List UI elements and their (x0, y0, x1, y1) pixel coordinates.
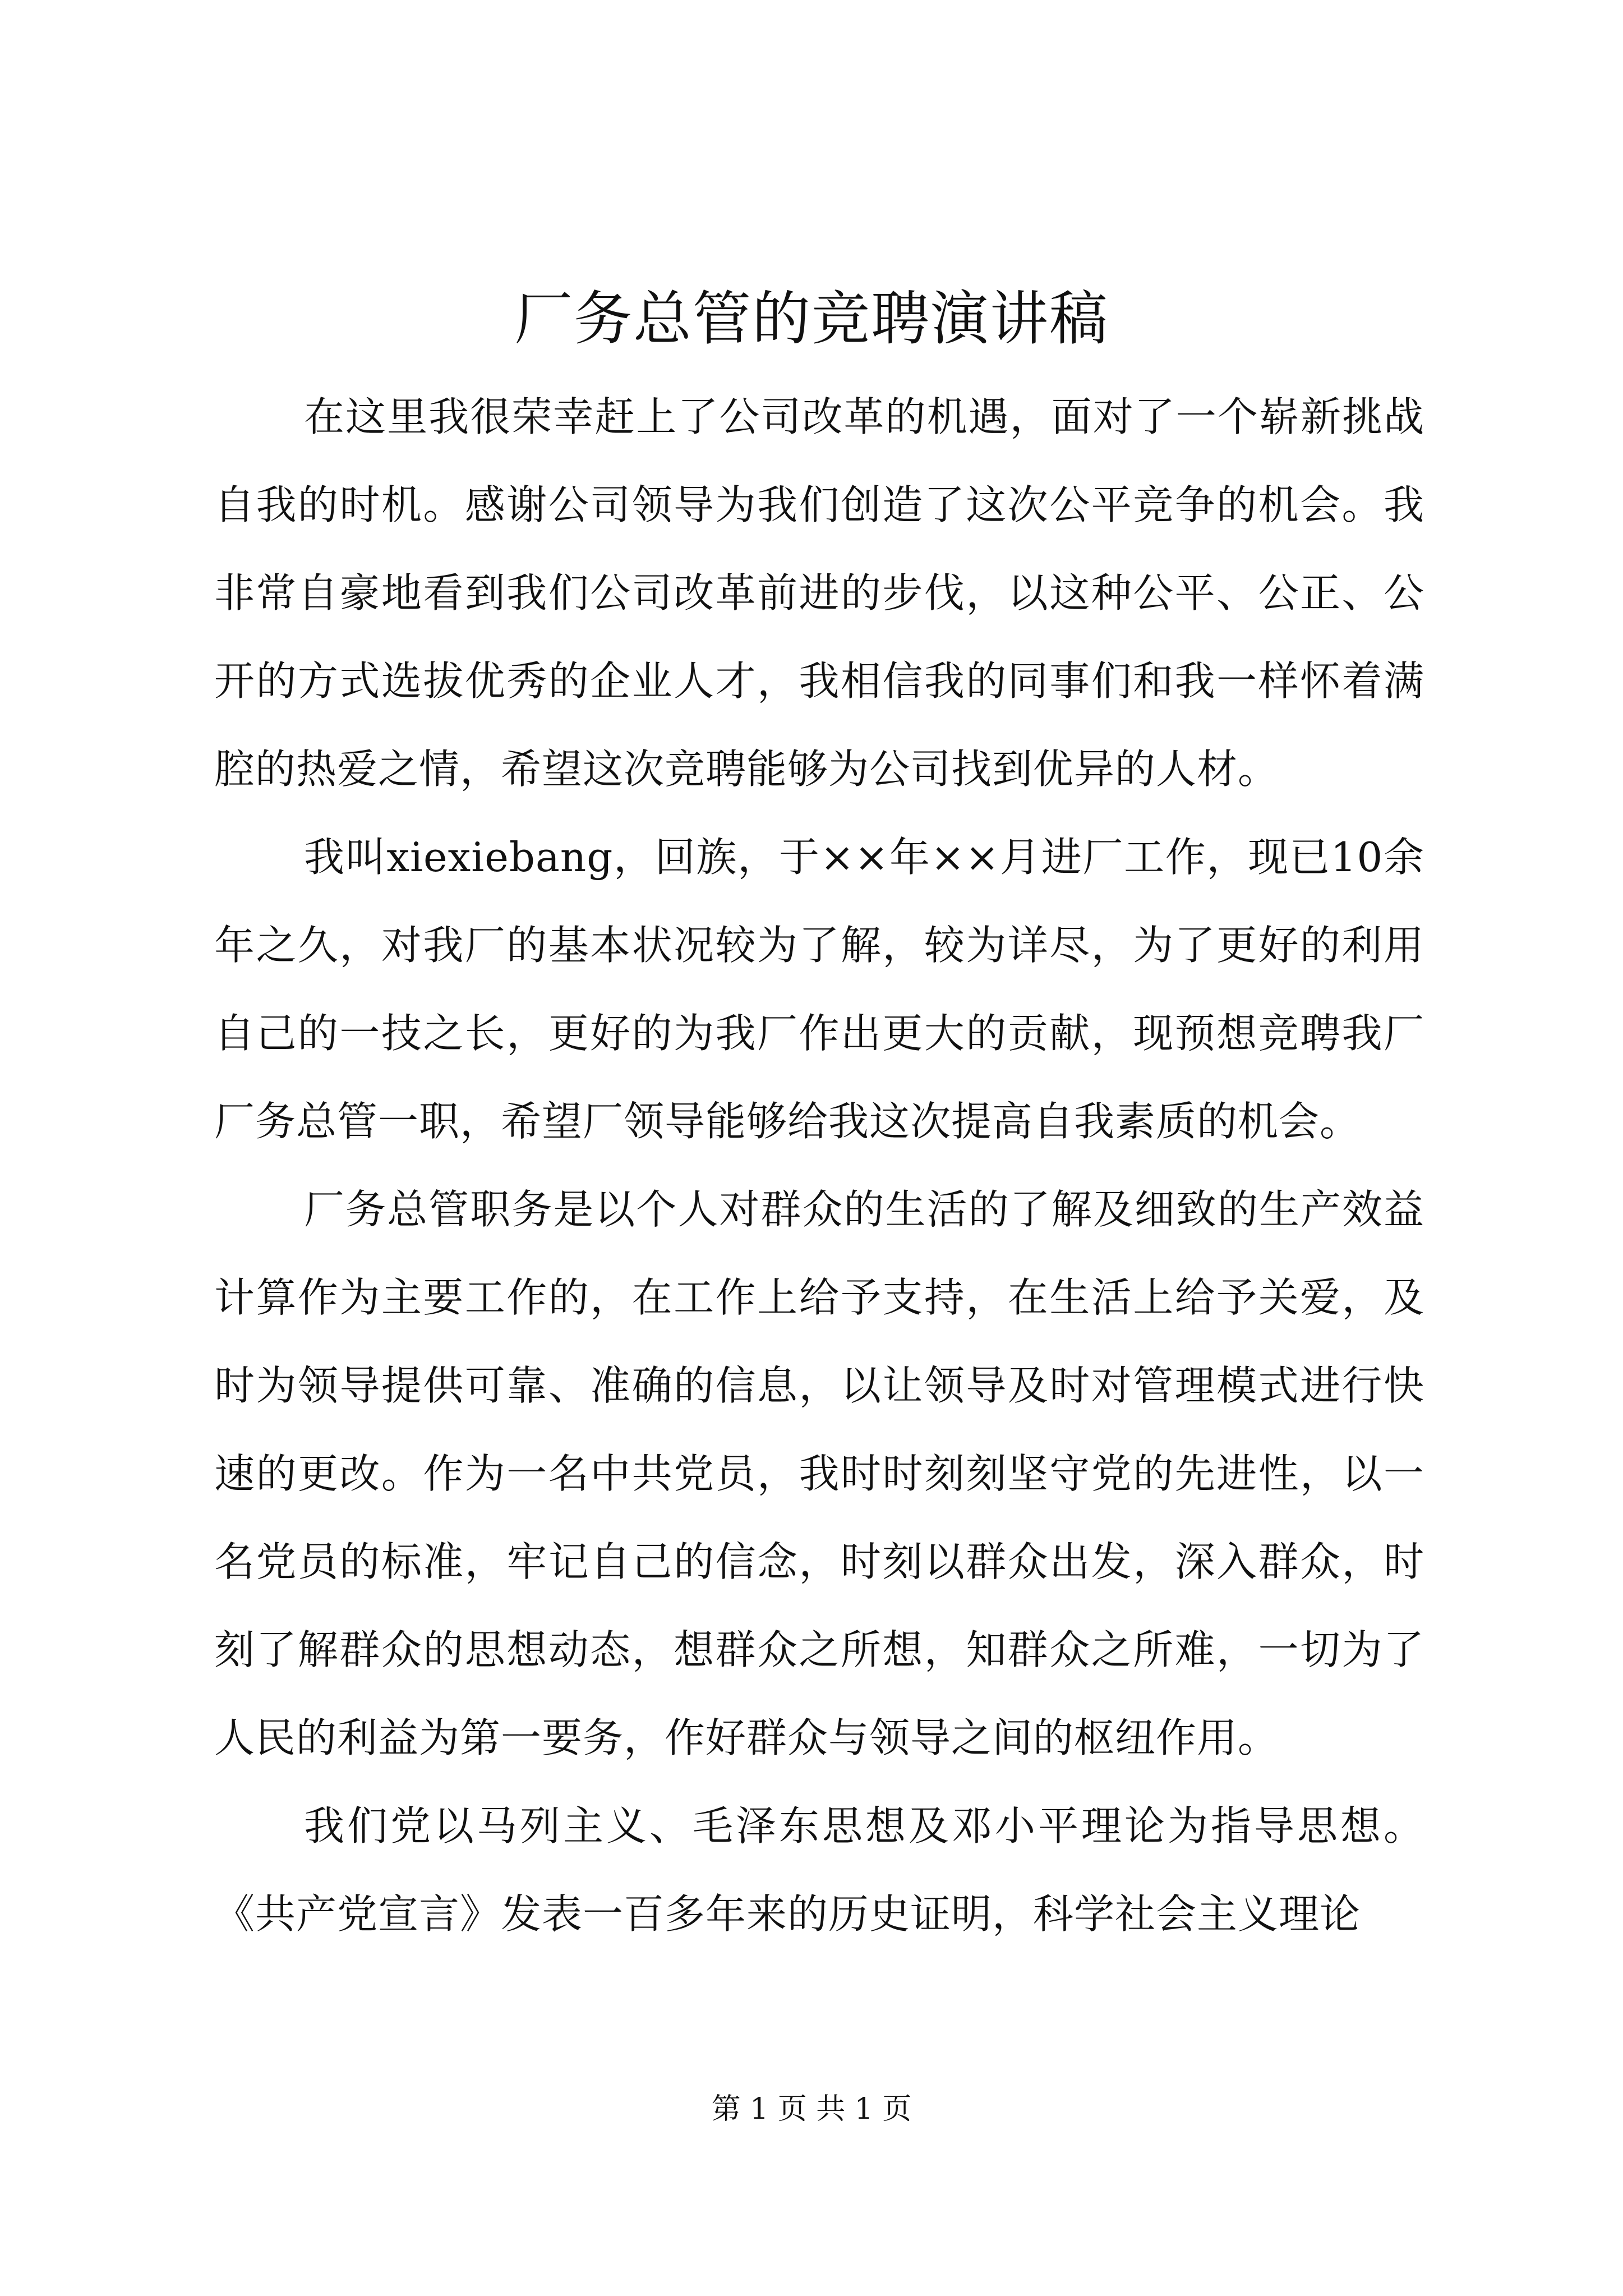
paragraph-4: 我们党以马列主义、毛泽东思想及邓小平理论为指导思想。《共产党宣言》发表一百多年来的历史证明，科学社会主义理论 (214, 1802, 1424, 1938)
paragraph-1: 在这里我很荣幸赶上了公司改革的机遇，面对了一个崭新挑战自我的时机。感谢公司领导为我们创造了这次公平竞争的机会。我非常自豪地看到我们公司改革前进的步伐，以这种公平、公正、公开的方式选拔优秀的企业人才，我相信我的同事们和我一样怀着满腔的热爱之情，希望这次竞聘能够为公司找到优异的人材。 (214, 393, 1424, 793)
paragraph-3: 厂务总管职务是以个人对群众的生活的了解及细致的生产效益计算作为主要工作的，在工作上给予支持，在生活上给予关爱，及时为领导提供可靠、准确的信息，以让领导及时对管理模式进行快速的更改。作为一名中共党员，我时时刻刻坚守党的先进性，以一名党员的标准，牢记自己的信念，时刻以群众出发，深入群众，时刻了解群众的思想动态，想群众之所想，知群众之所难，一切为了人民的利益为第一要务，作好群众与领导之间的枢纽作用。 (214, 1186, 1424, 1761)
document-body (214, 373, 1424, 1958)
paragraph-2: 我叫xiexiebang，回族，于××年××月进厂工作，现已10余年之久，对我厂的基本状况较为了解，较为详尽，为了更好的利用自己的一技之长，更好的为我厂作出更大的贡献，现预想竞聘我厂厂务总管一职，希望厂领导能够给我这次提高自我素质的机会。 (214, 834, 1424, 1145)
page-number-footer: 第 1 页 共 1 页 (711, 2092, 912, 2126)
document-title: 厂务总管的竞聘演讲稿 (514, 284, 1109, 353)
